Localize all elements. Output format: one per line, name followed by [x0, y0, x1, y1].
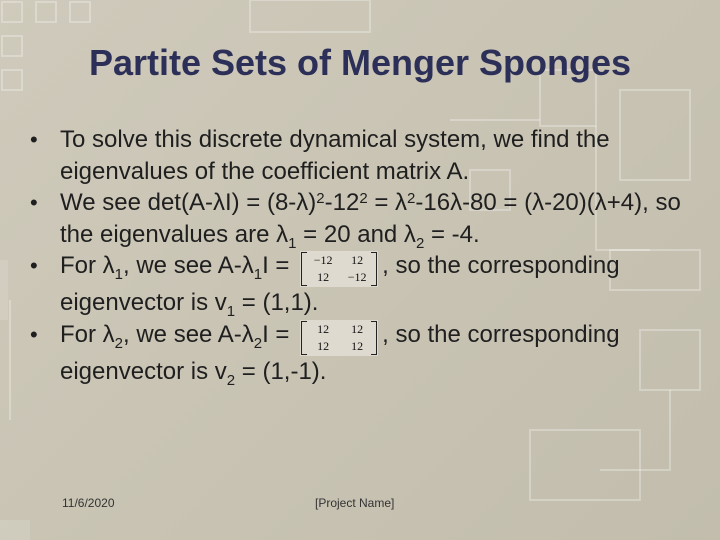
bullet-list: [30, 124, 690, 387]
slide-title: Partite Sets of Menger Sponges: [88, 42, 632, 83]
bullet-text: For λ: [60, 320, 115, 348]
bullet-icon: •: [30, 253, 38, 278]
list-item: [30, 187, 690, 250]
matrix-cell: −12: [313, 253, 333, 267]
matrix-cell: 12: [317, 321, 330, 336]
bullet-text: = -4.: [424, 220, 480, 248]
list-item: [30, 124, 690, 187]
superscript: 2: [407, 190, 416, 207]
bullet-text: We see det(A-λI) = (8-λ): [60, 189, 317, 216]
subscript: 2: [226, 371, 236, 389]
list-item: [30, 319, 690, 388]
matrix-cell: 12: [351, 338, 364, 353]
matrix: [300, 251, 378, 287]
bullet-text: , we see A-λ: [123, 252, 254, 279]
matrix-cell: 12: [317, 338, 330, 353]
bullet-text: , so the corresponding eigenvector is v: [60, 252, 620, 316]
bullet-text: For λ: [60, 252, 115, 279]
matrix-cell: 12: [317, 270, 330, 284]
subscript: 2: [415, 234, 425, 252]
matrix-cell: 12: [351, 253, 364, 267]
matrix-cell: −12: [347, 270, 367, 284]
superscript: 2: [316, 190, 325, 207]
footer-project-name: [Project Name]: [315, 496, 395, 510]
bullet-icon: •: [30, 127, 38, 152]
list-item: [30, 250, 690, 319]
bullet-text: -16λ-80 = (λ-20)(λ+4), so the eigenvalues are λ: [60, 189, 681, 248]
subscript: 1: [114, 266, 124, 283]
matrix-cell: 12: [351, 321, 364, 336]
subscript: 2: [114, 334, 124, 352]
subscript: 1: [226, 303, 236, 320]
bullet-icon: •: [30, 321, 38, 347]
subscript: 1: [288, 234, 297, 252]
bullet-text: = (1,1).: [235, 289, 319, 316]
subscript: 2: [253, 334, 263, 352]
bullet-text: -12: [324, 189, 360, 216]
bullet-text: I =: [262, 252, 297, 279]
subscript: 1: [253, 266, 263, 283]
bullet-icon: •: [30, 190, 38, 215]
bullet-text: , so the corresponding eigenvector is v: [60, 320, 620, 385]
bullet-text: I =: [262, 320, 297, 348]
superscript: 2: [359, 190, 368, 207]
bullet-text: = (1,-1).: [235, 357, 327, 385]
bullet-text: , we see A-λ: [123, 320, 254, 348]
footer-date: 11/6/2020: [62, 496, 115, 510]
matrix: [300, 320, 378, 356]
bullet-text: = λ: [367, 189, 408, 216]
bullet-text: To solve this discrete dynamical system, we find the eigenvalues of the coefficient matrix A.: [60, 126, 610, 185]
bullet-text: = 20 and λ: [296, 220, 416, 248]
